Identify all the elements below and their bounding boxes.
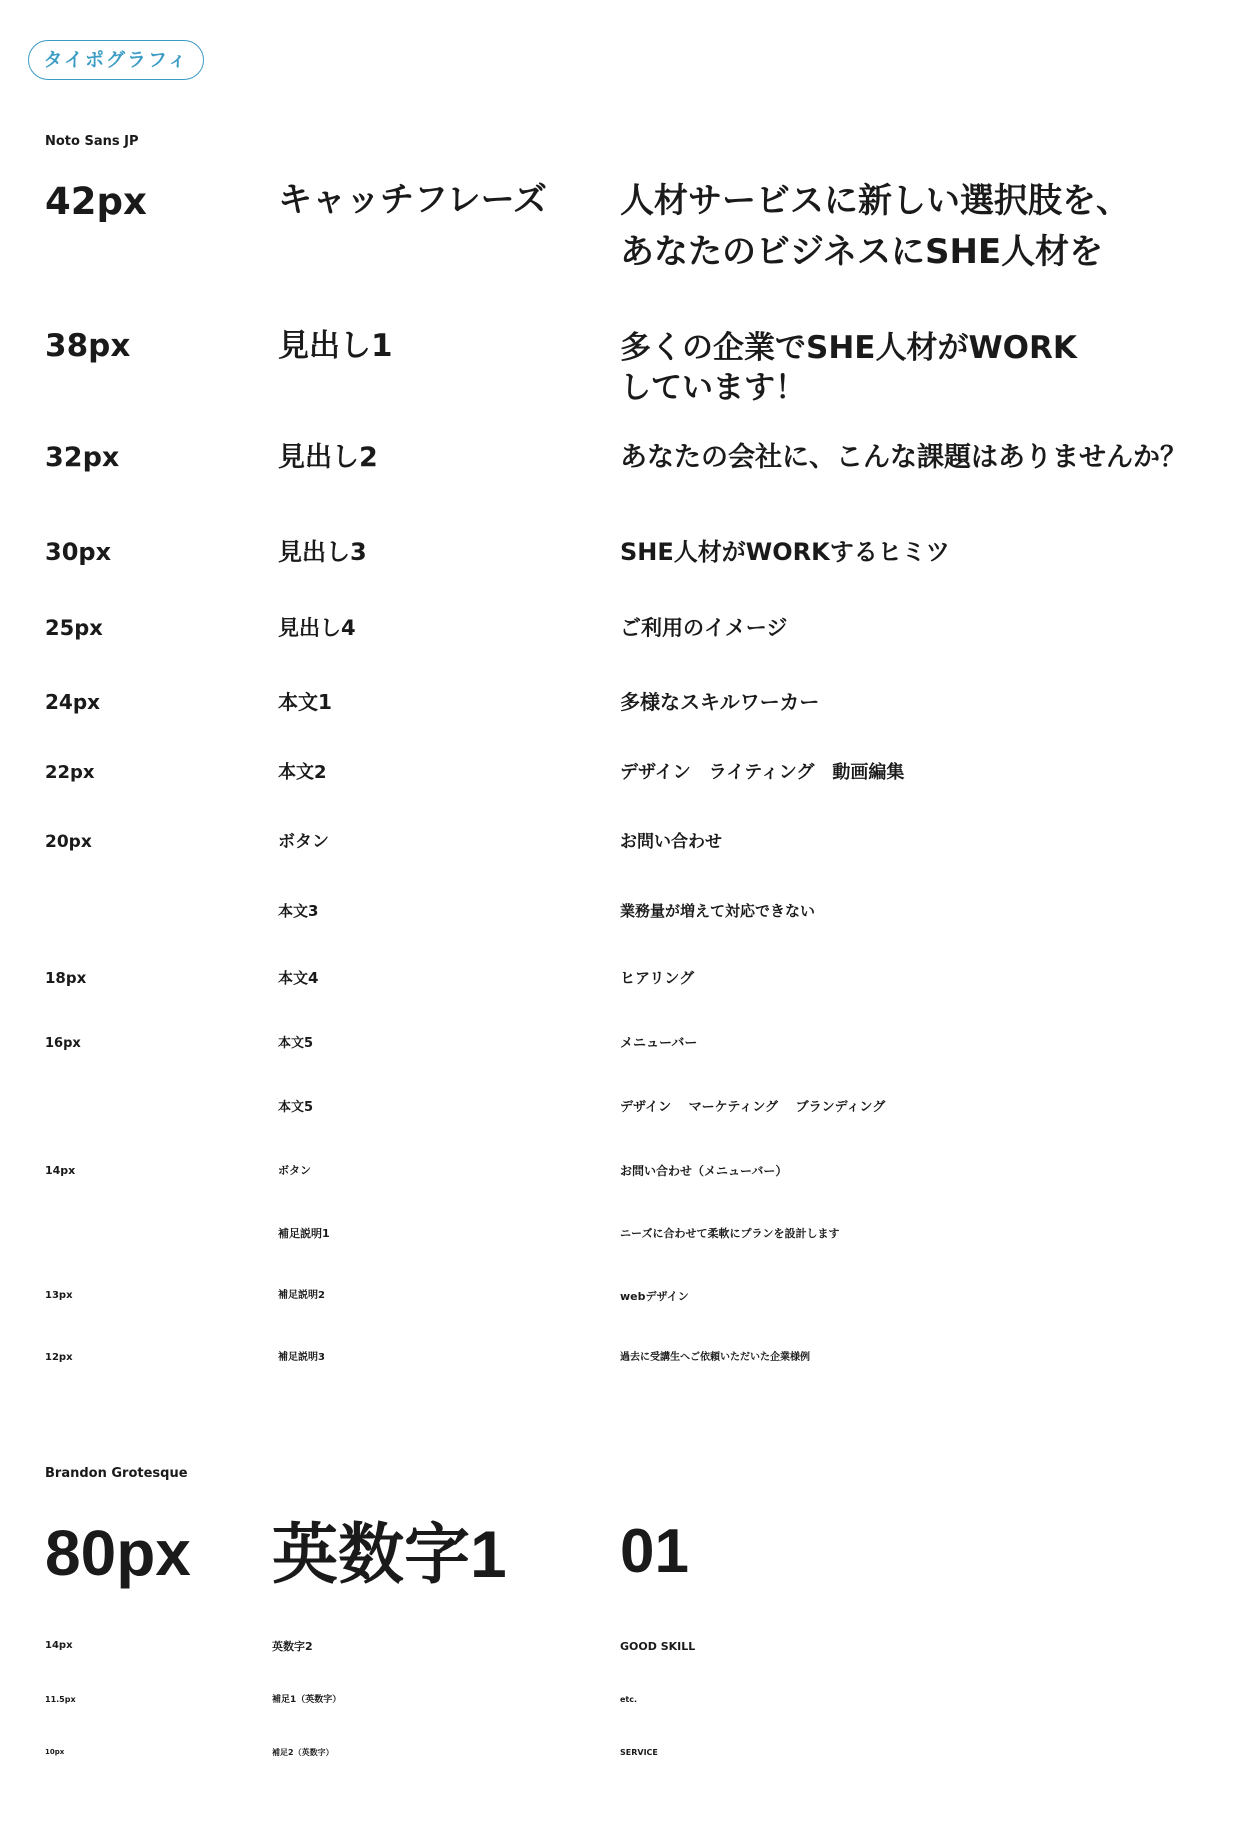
style-role-label: 本文1 [278,690,332,714]
sample-text: GOOD SKILL [620,1640,696,1653]
sample-text: 多くの企業でSHE人材がWORK しています！ [620,330,1077,407]
style-role-label: ボタン [278,1164,311,1177]
style-role-label: 補足2（英数字） [272,1748,334,1757]
sample-text: 人材サービスに新しい選択肢を、 あなたのビジネスにSHE人材を [620,181,1130,272]
sample-text: お問い合わせ [620,832,722,852]
font-family-label: Brandon Grotesque [45,1466,188,1481]
style-role-label: 補足説明3 [278,1352,325,1363]
font-size-label: 11.5px [45,1695,76,1704]
style-role-label: 見出し4 [278,616,356,640]
sample-text: etc. [620,1695,638,1704]
typography-badge: タイポグラフィ [28,40,204,80]
font-size-label: 18px [45,969,87,987]
font-size-label: 25px [45,616,103,640]
sample-text: ヒアリング [620,969,695,987]
font-size-label: 38px [45,328,131,364]
font-size-label: 24px [45,690,101,714]
sample-text: 業務量が増えて対応できない [620,902,816,920]
font-size-label: 14px [45,1640,73,1651]
font-size-label: 22px [45,762,95,783]
font-size-label: 80px [45,1517,191,1589]
sample-text: ご利用のイメージ [620,616,788,640]
font-size-label: 16px [45,1036,81,1051]
style-role-label: 英数字2 [272,1640,313,1653]
font-size-label: 14px [45,1164,76,1177]
style-role-label: 本文2 [278,762,327,783]
font-family-label: Noto Sans JP [45,134,139,149]
sample-text: デザイン ライティング 動画編集 [620,762,905,783]
font-size-label: 13px [45,1290,73,1301]
font-size-label: 30px [45,538,112,566]
sample-text: 01 [620,1517,689,1586]
sample-text: 過去に受講生へご依頼いただいた企業様例 [620,1352,810,1363]
font-size-label: 12px [45,1352,73,1363]
sample-text: ニーズに合わせて柔軟にプランを設計します [620,1227,840,1240]
style-role-label: 補足1（英数字） [272,1695,342,1705]
style-role-label: 見出し1 [278,328,393,364]
style-role-label: キャッチフレーズ [278,180,547,220]
style-role-label: 本文4 [278,969,319,987]
sample-text: メニューバー [620,1036,698,1051]
font-size-label: 42px [45,180,147,223]
style-role-label: 本文5 [278,1036,314,1051]
font-size-label: 10px [45,1748,65,1756]
sample-text: SERVICE [620,1748,658,1757]
sample-text: デザイン マーケティング ブランディング [620,1100,886,1115]
sample-text: あなたの会社に、こんな課題はありませんか？ [620,442,1187,473]
font-size-label: 32px [45,442,120,473]
style-role-label: 見出し3 [278,538,367,566]
style-role-label: 補足説明1 [278,1227,330,1240]
style-role-label: 見出し2 [278,442,378,473]
style-role-label: 補足説明2 [278,1290,325,1301]
style-role-label: 本文5 [278,1100,314,1115]
style-role-label: ボタン [278,832,329,852]
sample-text: お問い合わせ（メニューバー） [620,1164,788,1178]
sample-text: SHE人材がWORKするヒミツ [620,538,950,566]
sample-text: webデザイン [620,1290,689,1303]
style-role-label: 本文3 [278,902,319,920]
sample-text: 多様なスキルワーカー [620,690,820,714]
style-role-label: 英数字1 [272,1517,507,1591]
font-size-label: 20px [45,832,92,852]
